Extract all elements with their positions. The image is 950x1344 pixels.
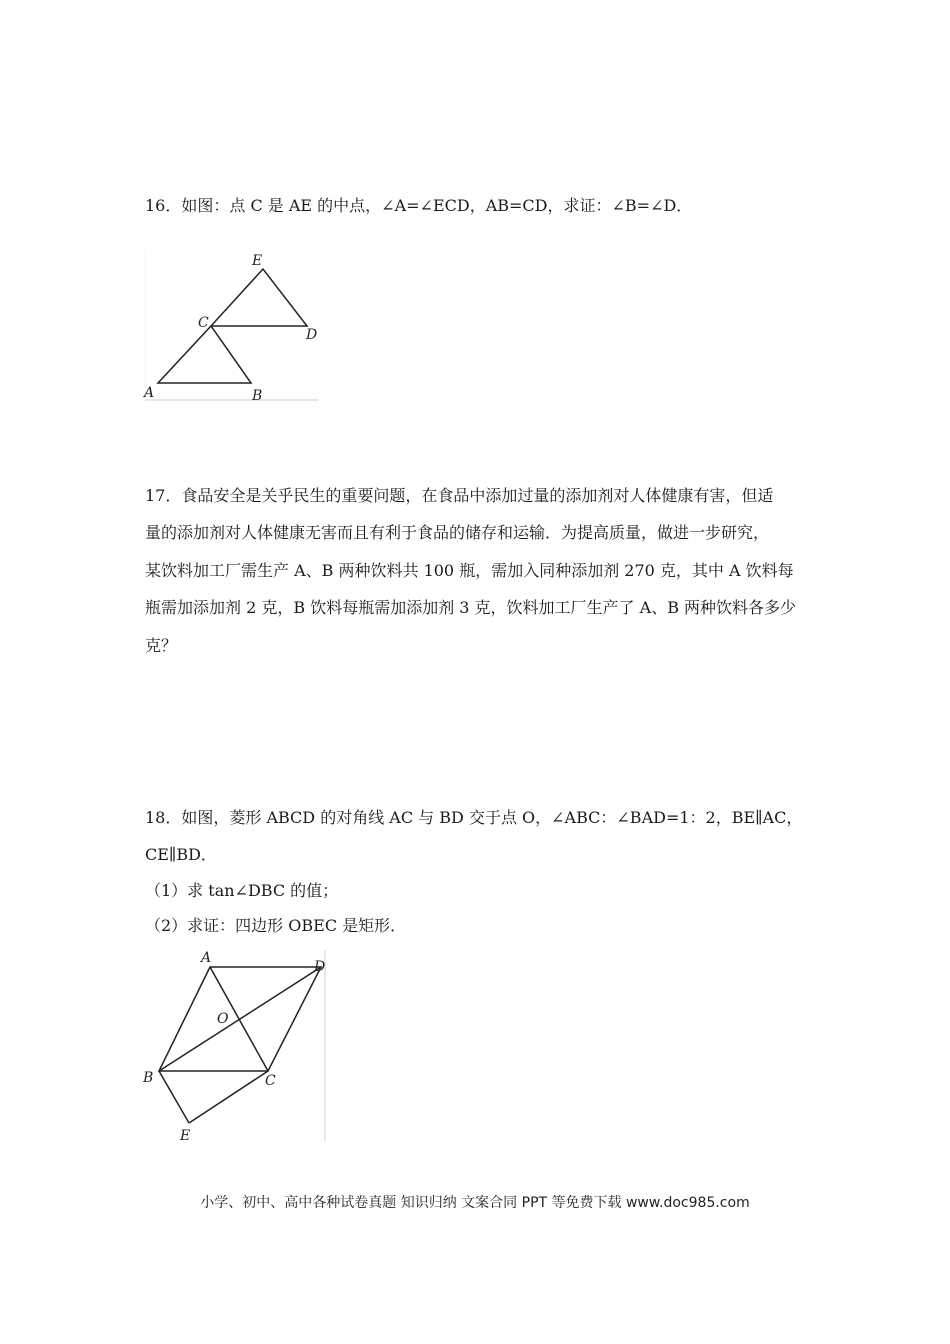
question-17-line-1: 17．食品安全是关乎民生的重要问题，在食品中添加过量的添加剂对人体健康有害，但适	[145, 486, 774, 505]
question-17-line-4: 瓶需加添加剂 2 克，B 饮料每瓶需加添加剂 3 克，饮料加工厂生产了 A、B 两种饮料各多少	[145, 598, 797, 617]
question-16-figure	[140, 250, 320, 405]
label-b: B	[143, 1070, 154, 1086]
label-d: D	[314, 959, 326, 975]
label-e: E	[252, 253, 263, 269]
label-d: D	[306, 327, 318, 343]
page-footer: 小学、初中、高中各种试卷真题 知识归纳 文案合同 PPT 等免费下载 www.doc985.com	[200, 1195, 750, 1211]
label-b: B	[252, 388, 263, 404]
question-18-figure	[140, 945, 330, 1145]
label-c: C	[198, 315, 209, 331]
question-18-line-1: 18．如图，菱形 ABCD 的对角线 AC 与 BD 交于点 O，∠ABC：∠BAD=1：2，BE∥AC，	[145, 808, 803, 827]
label-a: A	[201, 950, 212, 966]
segment-be	[159, 1071, 189, 1123]
label-e: E	[180, 1128, 191, 1144]
question-17-line-2: 量的添加剂对人体健康无害而且有利于食品的储存和运输．为提高质量，做进一步研究，	[145, 523, 770, 542]
question-18-part-1: （1）求 tan∠DBC 的值；	[145, 881, 339, 900]
label-o: O	[217, 1011, 229, 1027]
question-17-line-3: 某饮料加工厂需生产 A、B 两种饮料共 100 瓶，需加入同种添加剂 270 克，其中 A 饮料每	[145, 561, 794, 580]
label-c: C	[265, 1073, 276, 1089]
triangle-ced	[211, 269, 307, 326]
segment-ce	[189, 1071, 268, 1123]
question-18-line-2: CE∥BD．	[145, 845, 217, 864]
question-17-line-5: 克？	[145, 636, 178, 655]
triangle-abc	[158, 326, 251, 383]
diagonal-bd	[159, 967, 321, 1071]
label-a: A	[144, 385, 155, 401]
question-16-text: 16．如图：点 C 是 AE 的中点，∠A=∠ECD，AB=CD，求证：∠B=∠D．	[145, 196, 693, 215]
question-18-part-2: （2）求证：四边形 OBEC 是矩形．	[145, 916, 407, 935]
